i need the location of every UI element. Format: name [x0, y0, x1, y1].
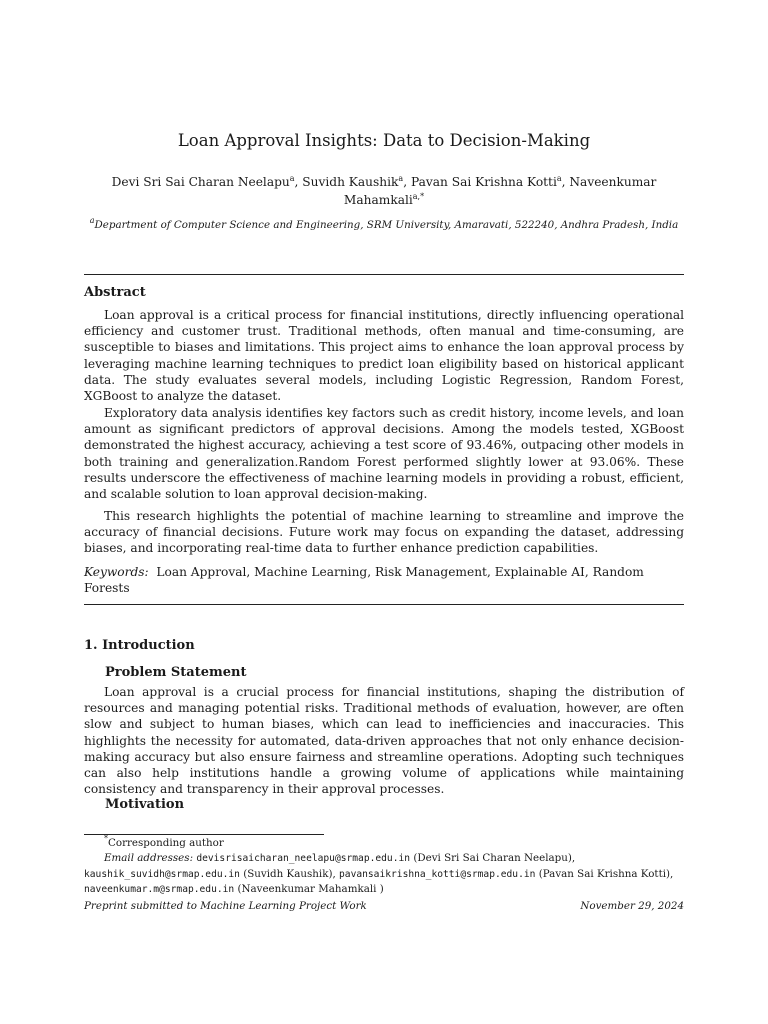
- problem-statement-paragraph: Loan approval is a crucial process for financial institutions, shaping the distribution of resources and managing potential risks. Traditional methods of evaluation, however, are often slow and subject to human biases, which can lead to inefficiencies and inaccuracies. This highlights the necessity for automated, data-driven approaches that not only enhance decision-making accuracy but also ensure fairness and streamline operations. Adopting such techniques can also help institutions handle a growing volume of applications while maintaining consistency and transparency in their approval processes.: [84, 685, 684, 797]
- footnote-emails: [84, 851, 684, 898]
- author-name: Devi Sri Sai Charan Neelapu: [111, 175, 290, 189]
- author-mark: a: [398, 174, 404, 183]
- author-list: Devi Sri Sai Charan Neelapu$^a$, Suvidh Kaushik$^a$, Pavan Sai Krishna Kotti$^a$, Naveenkumar Mahamkali$^{a,*}$: [111, 174, 657, 207]
- email-link[interactable]: naveenkumar.m@srmap.edu.in: [84, 884, 235, 895]
- author-name: Suvidh Kaushik: [302, 175, 399, 189]
- author-mark: a: [556, 174, 562, 183]
- email-owner: (Suvidh Kaushik),: [243, 867, 336, 880]
- keywords-label: Keywords:: [84, 565, 149, 579]
- author-mark: a,*: [412, 192, 425, 201]
- abstract-paragraph: This research highlights the potential of machine learning to streamline and improve the accuracy of financial decisions. Future work may focus on expanding the dataset, addressing biases, and incorporating real-time data to further enhance prediction capabilities.: [84, 509, 684, 556]
- abstract-top-rule: [84, 274, 684, 275]
- author-mark: a: [289, 174, 295, 183]
- abstract-heading: Abstract: [84, 285, 146, 300]
- email-link[interactable]: pavansaikrishna_kotti@srmap.edu.in: [339, 868, 536, 880]
- keywords: [84, 564, 684, 596]
- author-name: Pavan Sai Krishna Kotti: [410, 175, 557, 189]
- subsection-heading-motivation: Motivation: [105, 797, 185, 812]
- paper-title: Loan Approval Insights: Data to Decision-Making: [177, 131, 591, 150]
- abstract-paragraph: Loan approval is a critical process for financial institutions, directly influencing operational efficiency and customer trust. Traditional methods, often manual and time-consuming, are susceptible to biases and limitations. This project aims to enhance the loan approval process by leveraging machine learning techniques to predict loan eligibility based on historical applicant data. The study evaluates several models, including Logistic Regression, Random Forest, XGBoost to analyze the dataset.: [84, 308, 684, 404]
- email-label: Email addresses:: [104, 852, 194, 864]
- keywords-text: Loan Approval, Machine Learning, Risk Management, Explainable AI, Random Forests: [84, 565, 644, 596]
- abstract-paragraph: Exploratory data analysis identifies key factors such as credit history, income levels, and loan amount as significant predictors of approval decisions. Among the models tested, XGBoost demonstrated the highest accuracy, achieving a test score of 93.46%, outpacing other models in both training and generalization.Random Forest performed slightly lower at 93.06%. These results underscore the effectiveness of machine learning models in providing a robust, efficient, and scalable solution to loan approval decision-making.: [84, 406, 684, 502]
- footnote-mark: *: [104, 834, 108, 843]
- author-name: Naveenkumar Mahamkali: [343, 175, 657, 207]
- abstract-bottom-rule: [84, 604, 684, 605]
- email-link[interactable]: devisrisaicharan_neelapu@srmap.edu.in: [196, 853, 411, 864]
- footnote-rule: [84, 834, 324, 835]
- email-owner: (Pavan Sai Krishna Kotti),: [538, 867, 674, 880]
- email-link[interactable]: kaushik_suvidh@srmap.edu.in: [84, 868, 240, 880]
- corresponding-text: Corresponding author: [108, 837, 224, 849]
- section-heading-introduction: 1. Introduction: [84, 638, 195, 653]
- affiliation-mark: a: [89, 216, 95, 225]
- email-owner: (Devi Sri Sai Charan Neelapu),: [413, 852, 576, 864]
- footer-date: November 29, 2024: [580, 900, 684, 912]
- email-owner: (Naveenkumar Mahamkali ): [237, 883, 384, 895]
- subsection-heading-problem: Problem Statement: [105, 665, 247, 680]
- footnote-corresponding: [84, 836, 684, 852]
- affiliation: [0, 216, 768, 231]
- affiliation-text: Department of Computer Science and Engineering, SRM University, Amaravati, 522240, Andhra Pradesh, India: [94, 219, 679, 231]
- footer-preprint-note: Preprint submitted to Machine Learning Project Work: [84, 900, 367, 912]
